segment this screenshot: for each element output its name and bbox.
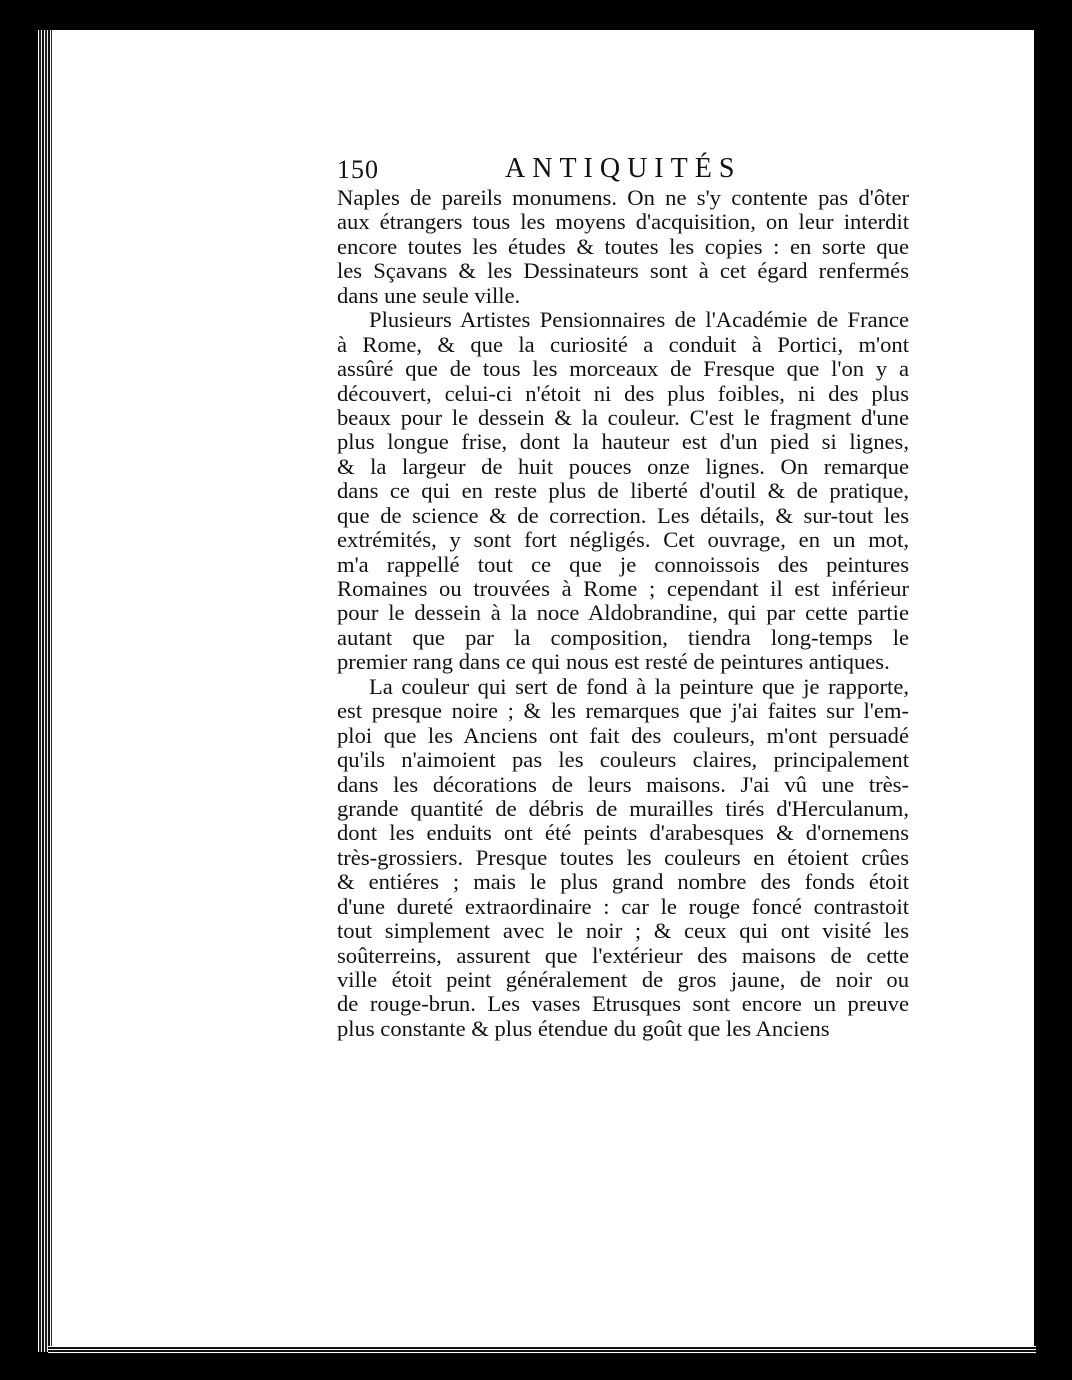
text-line: grande quantité de débris de murailles tirés d'Herculanum, bbox=[337, 795, 909, 821]
text-line: pour le dessein à la noce Aldobrandine, qui par cette partie bbox=[337, 600, 909, 626]
body-text bbox=[337, 186, 909, 1041]
text-line: La couleur qui sert de fond à la peinture que je rapporte, bbox=[369, 673, 909, 699]
text-line: soûterreins, assurent que l'extérieur des maisons de cette bbox=[337, 942, 909, 968]
text-line: & la largeur de huit pouces onze lignes. On remarque bbox=[337, 453, 909, 479]
text-line: extrémités, y sont fort négligés. Cet ouvrage, en un mot, bbox=[337, 527, 909, 553]
text-line: est presque noire ; & les remarques que j'ai faites sur l'em- bbox=[337, 698, 909, 724]
text-line: ploi que les Anciens ont fait des couleurs, m'ont persuadé bbox=[337, 722, 909, 748]
text-line: aux étrangers tous les moyens d'acquisition, on leur interdit bbox=[337, 209, 909, 235]
page-edge-bottom bbox=[48, 1346, 1036, 1354]
text-line: que de science & de correction. Les détails, & sur-tout les bbox=[337, 502, 909, 528]
text-line: assûré que de tous les morceaux de Fresque que l'on y a bbox=[337, 356, 909, 382]
paragraph bbox=[337, 675, 909, 1042]
text-line: premier rang dans ce qui nous est resté de peintures antiques. bbox=[337, 649, 890, 675]
page-number: 150 bbox=[337, 155, 379, 184]
text-line: & entiéres ; mais le plus grand nombre des fonds étoit bbox=[337, 869, 909, 895]
text-line: plus constante & plus étendue du goût que les Anciens bbox=[337, 1015, 830, 1041]
text-line: Romaines ou trouvées à Rome ; cependant il est inférieur bbox=[337, 576, 909, 601]
text-line: de rouge-brun. Les vases Etrusques sont encore un preuve bbox=[337, 991, 909, 1017]
running-title: ANTIQUITÉS bbox=[505, 153, 742, 184]
paragraph bbox=[337, 308, 909, 675]
text-line: découvert, celui-ci n'étoit ni des plus foibles, ni des plus bbox=[337, 380, 909, 406]
text-line: plus longue frise, dont la hauteur est d'un pied si lignes, bbox=[337, 429, 909, 455]
text-line: Naples de pareils monumens. On ne s'y contente pas d'ôter bbox=[337, 185, 909, 210]
text-line: m'a rappellé tout ce que je connoissois des peintures bbox=[337, 551, 909, 577]
text-line: encore toutes les études & toutes les copies : en sorte que bbox=[337, 233, 909, 259]
text-line: à Rome, & que la curiosité a conduit à Portici, m'ont bbox=[337, 331, 909, 357]
text-line: beaux pour le dessein & la couleur. C'est le fragment d'une bbox=[337, 404, 909, 430]
page-header bbox=[337, 153, 907, 187]
text-line: Plusieurs Artistes Pensionnaires de l'Académie de France bbox=[369, 307, 909, 333]
text-line: ville étoit peint généralement de gros jaune, de noir ou bbox=[337, 967, 909, 992]
text-line: dans une seule ville. bbox=[337, 282, 521, 308]
text-line: dans ce qui en reste plus de liberté d'outil & de pratique, bbox=[337, 478, 909, 504]
text-line: très-grossiers. Presque toutes les couleurs en étoient crûes bbox=[337, 844, 909, 870]
text-line: tout simplement avec le noir ; & ceux qui ont visité les bbox=[337, 918, 909, 944]
text-line: les Sçavans & les Dessinateurs sont à cet égard renfermés bbox=[337, 258, 909, 284]
text-line: autant que par la composition, tiendra long-temps le bbox=[337, 624, 909, 650]
text-line: d'une dureté extraordinaire : car le rouge foncé contrastoit bbox=[337, 893, 909, 919]
text-line: dont les enduits ont été peints d'arabesques & d'ornemens bbox=[337, 820, 909, 846]
text-line: dans les décorations de leurs maisons. J'ai vû une très- bbox=[337, 771, 909, 797]
paragraph bbox=[337, 186, 909, 308]
text-line: qu'ils n'aimoient pas les couleurs claires, principalement bbox=[337, 747, 909, 773]
